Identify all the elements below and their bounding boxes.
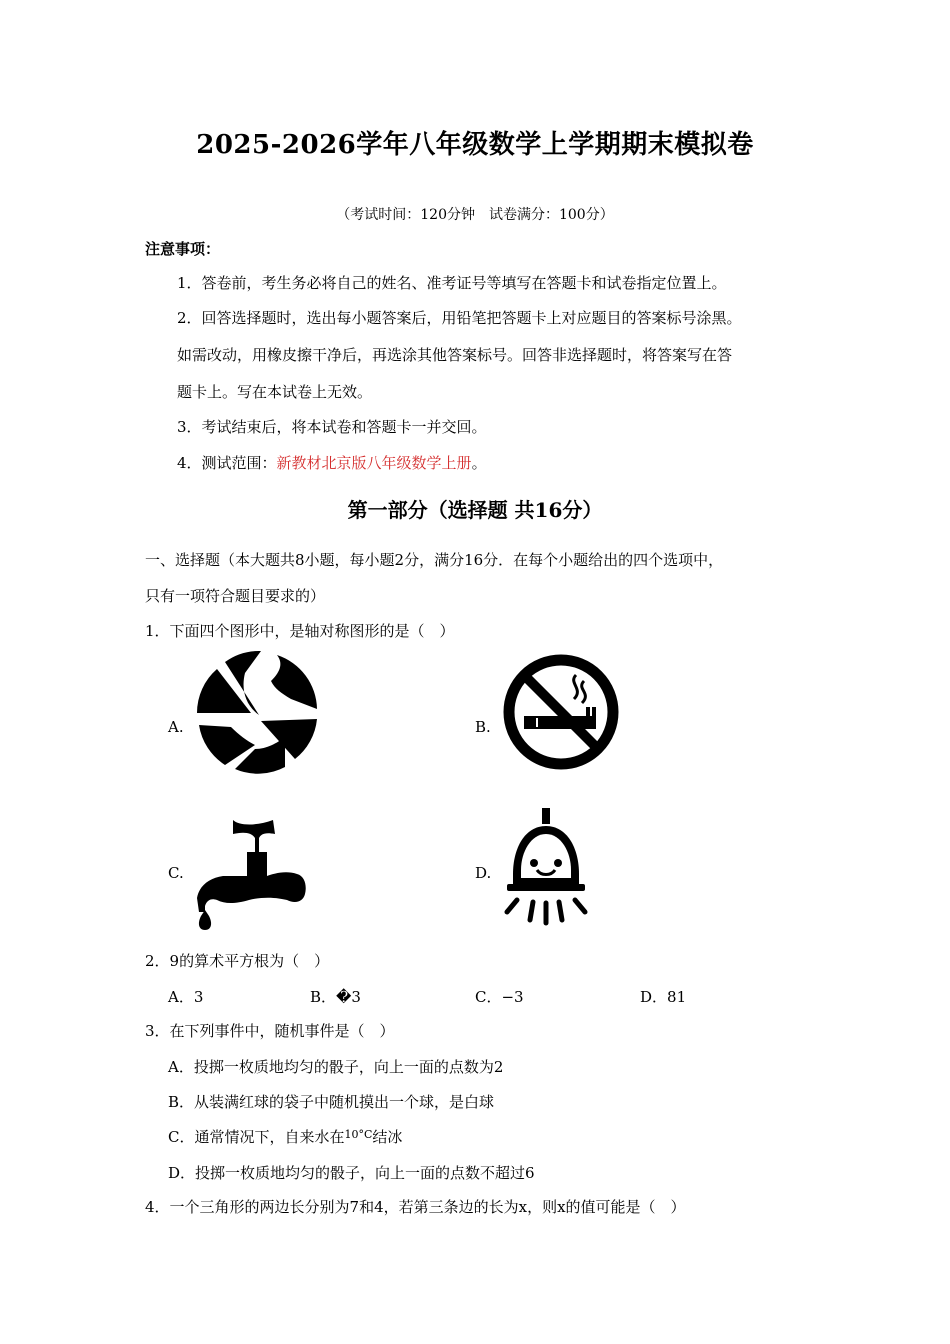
q3-option-a[interactable]: A．投掷一枚质地均匀的骰子，向上一面的点数为2 — [168, 1058, 504, 1076]
q3-option-c-suffix: 结冰 — [372, 1128, 403, 1146]
part1-intro-line-2: 只有一项符合题目要求的） — [145, 587, 326, 605]
notice-item-4-prefix: 4．测试范围： — [177, 454, 277, 472]
exam-info: （考试时间：120分钟 试卷满分：100分） — [336, 207, 614, 223]
q3-stem: 3．在下列事件中，随机事件是（ ） — [145, 1022, 395, 1040]
notice-item-2-line-1: 2．回答选择题时，选出每小题答案后，用铅笔把答题卡上对应题目的答案标号涂黑。 — [177, 309, 742, 327]
notice-item-3: 3．考试结束后，将本试卷和答题卡一并交回。 — [177, 418, 487, 436]
q1-option-a-label[interactable]: A. — [168, 718, 184, 736]
q1-option-d-label[interactable]: D. — [475, 864, 492, 882]
notice-heading: 注意事项： — [145, 240, 221, 258]
notice-item-4-suffix: 。 — [471, 454, 487, 472]
notice-item-2-line-3: 题卡上。写在本试卷上无效。 — [177, 383, 373, 401]
q2-stem: 2．9的算术平方根为（ ） — [145, 952, 330, 970]
q4-stem: 4．一个三角形的两边长分别为7和4，若第三条边的长为x，则x的值可能是（ ） — [145, 1198, 686, 1216]
notice-item-2-line-2: 如需改动，用橡皮擦干净后，再选涂其他答案标号。回答非选择题时，将答案写在答 — [177, 346, 733, 364]
q2-option-a[interactable]: A．3 — [168, 988, 204, 1006]
notice-item-1: 1．答卷前，考生务必将自己的姓名、准考证号等填写在答题卡和试卷指定位置上。 — [177, 274, 727, 292]
part1-intro-line-1: 一、选择题（本大题共8小题，每小题2分，满分16分．在每个小题给出的四个选项中， — [145, 551, 724, 569]
q3-option-d[interactable]: D．投掷一枚质地均匀的骰子，向上一面的点数不超过6 — [168, 1164, 535, 1182]
q1-option-b-label[interactable]: B. — [475, 718, 491, 736]
q1-stem: 1．下面四个图形中，是轴对称图形的是（ ） — [145, 622, 455, 640]
q2-option-d[interactable]: D．81 — [640, 988, 687, 1006]
q3-option-c-prefix: C．通常情况下，自来水在 — [168, 1128, 345, 1146]
q2-option-b[interactable]: B．�3 — [310, 988, 361, 1006]
section-title: 第一部分（选择题 共16分） — [347, 498, 603, 522]
notice-item-4 — [177, 452, 487, 473]
temperature-value: 10°C — [344, 1128, 373, 1141]
q1-option-c-label[interactable]: C. — [168, 864, 184, 882]
q3-option-b[interactable]: B．从装满红球的袋子中随机摸出一个球，是白球 — [168, 1093, 495, 1111]
triskelion-circle-icon — [195, 649, 320, 772]
water-faucet-icon — [195, 818, 307, 930]
no-smoking-icon — [502, 653, 620, 771]
q3-option-c[interactable] — [168, 1126, 402, 1147]
q2-option-c[interactable]: C．−3 — [475, 988, 524, 1006]
page-title: 2025-2026学年八年级数学上学期期末模拟卷 — [196, 130, 754, 160]
shower-lamp-icon — [503, 808, 589, 928]
test-scope: 新教材北京版八年级数学上册 — [276, 454, 472, 472]
